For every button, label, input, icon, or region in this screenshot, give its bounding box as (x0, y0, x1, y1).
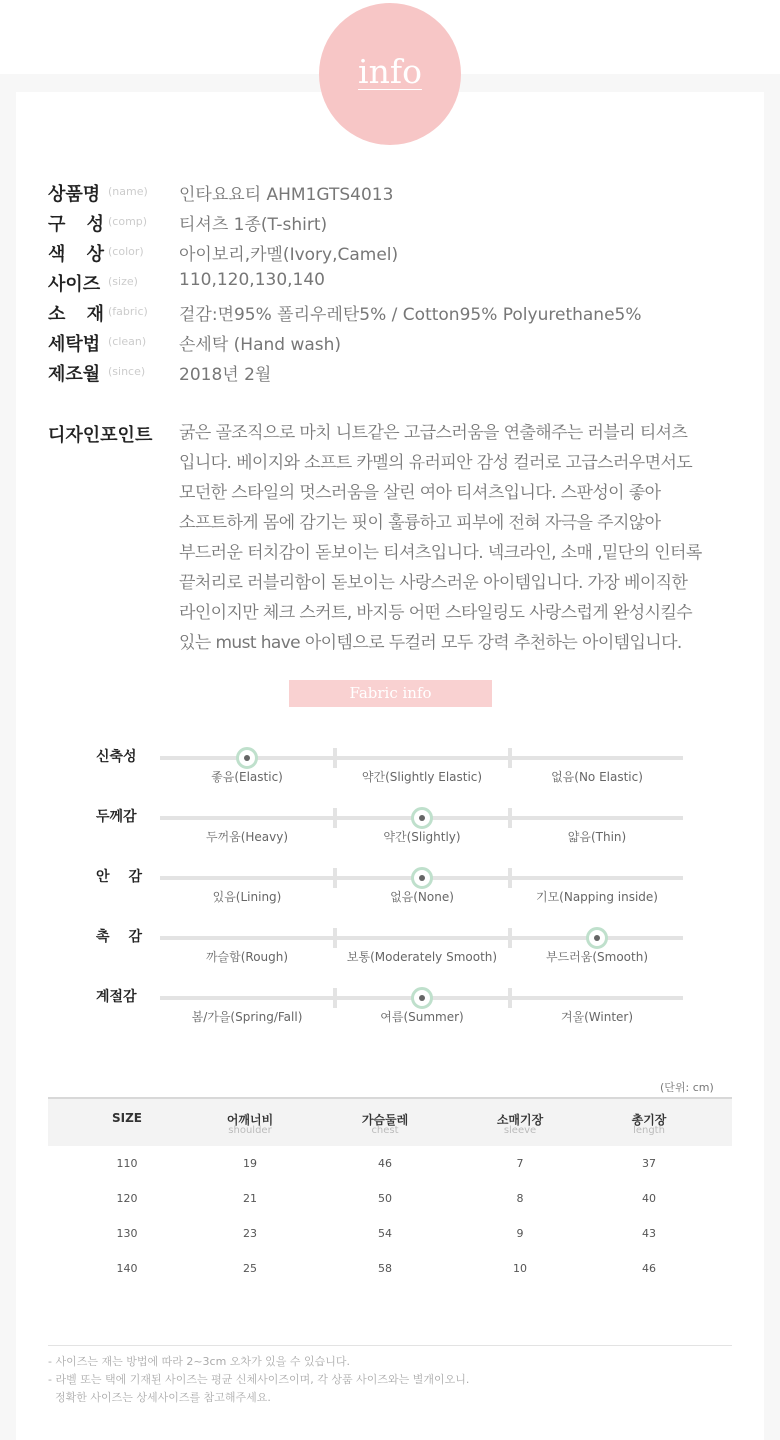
spec-eng-label: (size) (108, 275, 138, 288)
fabric-row-label: 촉 감 (96, 929, 142, 945)
size-table-cell: 25 (243, 1262, 257, 1275)
fabric-option-label: 없음(None) (390, 890, 454, 904)
spec-label: 색 상 (48, 244, 104, 265)
spec-value: 아이보리,카멜(Ivory,Camel) (179, 245, 399, 265)
design-line: 부드러운 터치감이 돋보이는 티셔츠입니다. 넥크라인, 소매 ,밑단의 인터록 (179, 543, 702, 563)
size-table-cell: 140 (116, 1262, 138, 1275)
info-title: info (358, 52, 422, 91)
spec-value: 손세탁 (Hand wash) (179, 335, 342, 355)
fabric-option-label: 두꺼움(Heavy) (205, 830, 289, 844)
spec-label: 제조월 (48, 364, 101, 385)
fabric-row (0, 929, 780, 986)
size-table-cell: 58 (378, 1262, 392, 1275)
note-line: - 라벨 또는 택에 기재된 사이즈는 평균 신체사이즈이며, 각 상품 사이즈와는 별개이오니. (48, 1373, 470, 1386)
fabric-option-label: 얇음(Thin) (567, 830, 627, 844)
spec-value: 110,120,130,140 (179, 270, 326, 290)
size-table-cell: 43 (642, 1227, 656, 1240)
design-line: 있는 must have 아이템으로 두컬러 모두 강력 추천하는 아이템입니다. (179, 633, 682, 653)
fabric-option-label: 약간(Slightly Elastic) (361, 770, 483, 784)
spec-eng-label: (since) (108, 365, 146, 378)
fabric-selected-marker (411, 987, 433, 1009)
fabric-scale-tick (333, 808, 337, 828)
size-table-header-sub: length (633, 1125, 665, 1136)
size-table-cell: 46 (642, 1262, 656, 1275)
fabric-row (0, 869, 780, 926)
note-line: 정확한 사이즈는 상세사이즈를 참고해주세요. (48, 1391, 271, 1404)
note-line: - 사이즈는 재는 방법에 따라 2~3cm 오차가 있을 수 있습니다. (48, 1355, 351, 1368)
fabric-option-label: 까슬함(Rough) (205, 950, 289, 964)
size-table-header-cell: 소매기장 (496, 1113, 544, 1127)
design-line: 소프트하게 몸에 감기는 핏이 훌륭하고 피부에 전혀 자극을 주지않아 (179, 513, 661, 533)
size-table-cell: 7 (516, 1157, 524, 1170)
spec-label: 세탁법 (48, 334, 101, 355)
design-line: 모던한 스타일의 멋스러움을 살린 여아 티셔츠입니다. 스판성이 좋아 (179, 483, 661, 503)
fabric-option-label: 약간(Slightly) (383, 830, 461, 844)
size-table-cell: 10 (513, 1262, 527, 1275)
size-table-cell: 40 (642, 1192, 656, 1205)
fabric-scale-tick (508, 808, 512, 828)
spec-label: 상품명 (48, 184, 101, 205)
size-table-header-sub: chest (371, 1125, 399, 1136)
size-table-cell: 19 (243, 1157, 257, 1170)
fabric-row-label: 신축성 (96, 749, 137, 765)
size-table-header-cell: 가슴둘레 (361, 1113, 409, 1127)
fabric-scale-tick (508, 988, 512, 1008)
size-table-cell: 50 (378, 1192, 392, 1205)
fabric-option-label: 기모(Napping inside) (535, 890, 658, 904)
fabric-row-label: 두께감 (96, 809, 137, 825)
fabric-row-label: 계절감 (96, 989, 137, 1005)
size-table-header-cell: 어깨너비 (226, 1113, 274, 1127)
design-line: 끝처리로 러블리함이 돋보이는 사랑스러운 아이템입니다. 가장 베이직한 (179, 573, 688, 593)
fabric-selected-marker (411, 867, 433, 889)
fabric-scale-tick (333, 868, 337, 888)
fabric-option-label: 겨울(Winter) (560, 1010, 634, 1024)
size-table-cell: 110 (116, 1157, 138, 1170)
fabric-option-label: 좋음(Elastic) (211, 770, 283, 784)
fabric-option-label: 여름(Summer) (380, 1010, 464, 1024)
fabric-row-label: 안 감 (96, 869, 142, 885)
fabric-row (0, 809, 780, 866)
unit-label: (단위: cm) (660, 1081, 714, 1094)
design-line: 라인이지만 체크 스커트, 바지등 어떤 스타일링도 사랑스럽게 완성시킬수 (179, 603, 693, 623)
fabric-option-label: 봄/가을(Spring/Fall) (191, 1010, 303, 1024)
fabric-option-label: 부드러움(Smooth) (545, 950, 649, 964)
spec-eng-label: (color) (108, 245, 144, 258)
fabric-scale-tick (508, 748, 512, 768)
design-line: 입니다. 베이지와 소프트 카멜의 유러피안 감성 컬러로 고급스러우면서도 (179, 453, 693, 473)
fabric-scale-tick (508, 868, 512, 888)
fabric-selected-marker (236, 747, 258, 769)
fabric-scale-tick (333, 748, 337, 768)
fabric-selected-marker (586, 927, 608, 949)
size-table-cell: 120 (116, 1192, 138, 1205)
fabric-scale-tick (333, 988, 337, 1008)
size-table-cell: 23 (243, 1227, 257, 1240)
fabric-option-label: 없음(No Elastic) (551, 770, 643, 784)
fabric-option-label: 있음(Lining) (212, 890, 282, 904)
size-table-cell: 21 (243, 1192, 257, 1205)
fabric-scale-tick (333, 928, 337, 948)
size-table-cell: 54 (378, 1227, 392, 1240)
spec-value: 2018년 2월 (179, 365, 272, 385)
fabric-selected-marker (411, 807, 433, 829)
size-table-cell: 9 (516, 1227, 524, 1240)
spec-value: 인타요요티 AHM1GTS4013 (179, 185, 394, 205)
size-table-header-cell: SIZE (111, 1111, 142, 1125)
spec-label: 사이즈 (48, 274, 101, 295)
spec-eng-label: (fabric) (108, 305, 148, 318)
fabric-row (0, 749, 780, 806)
size-table-cell: 46 (378, 1157, 392, 1170)
spec-value: 겉감:면95% 폴리우레탄5% / Cotton95% Polyurethane5% (179, 305, 642, 325)
size-table-header-sub: shoulder (228, 1125, 272, 1136)
size-table-cell: 130 (116, 1227, 138, 1240)
divider (48, 1345, 732, 1346)
design-point-label: 디자인포인트 (48, 425, 153, 446)
spec-eng-label: (clean) (108, 335, 147, 348)
fabric-scale-tick (508, 928, 512, 948)
design-line: 굵은 골조직으로 마치 니트같은 고급스러움을 연출해주는 러블리 티셔츠 (179, 423, 688, 443)
spec-eng-label: (comp) (108, 215, 148, 228)
spec-label: 구 성 (48, 214, 104, 235)
size-table-cell: 8 (516, 1192, 524, 1205)
spec-label: 소 재 (48, 304, 104, 325)
size-table-cell: 37 (642, 1157, 656, 1170)
size-table-header-cell: 총기장 (631, 1113, 667, 1127)
design-point-text (179, 418, 769, 658)
size-table-header-sub: sleeve (503, 1125, 537, 1136)
fabric-option-label: 보통(Moderately Smooth) (346, 950, 498, 964)
spec-eng-label: (name) (108, 185, 148, 198)
fabric-info-banner: Fabric info (289, 680, 492, 707)
spec-value: 티셔츠 1종(T-shirt) (179, 215, 328, 235)
fabric-row (0, 989, 780, 1046)
